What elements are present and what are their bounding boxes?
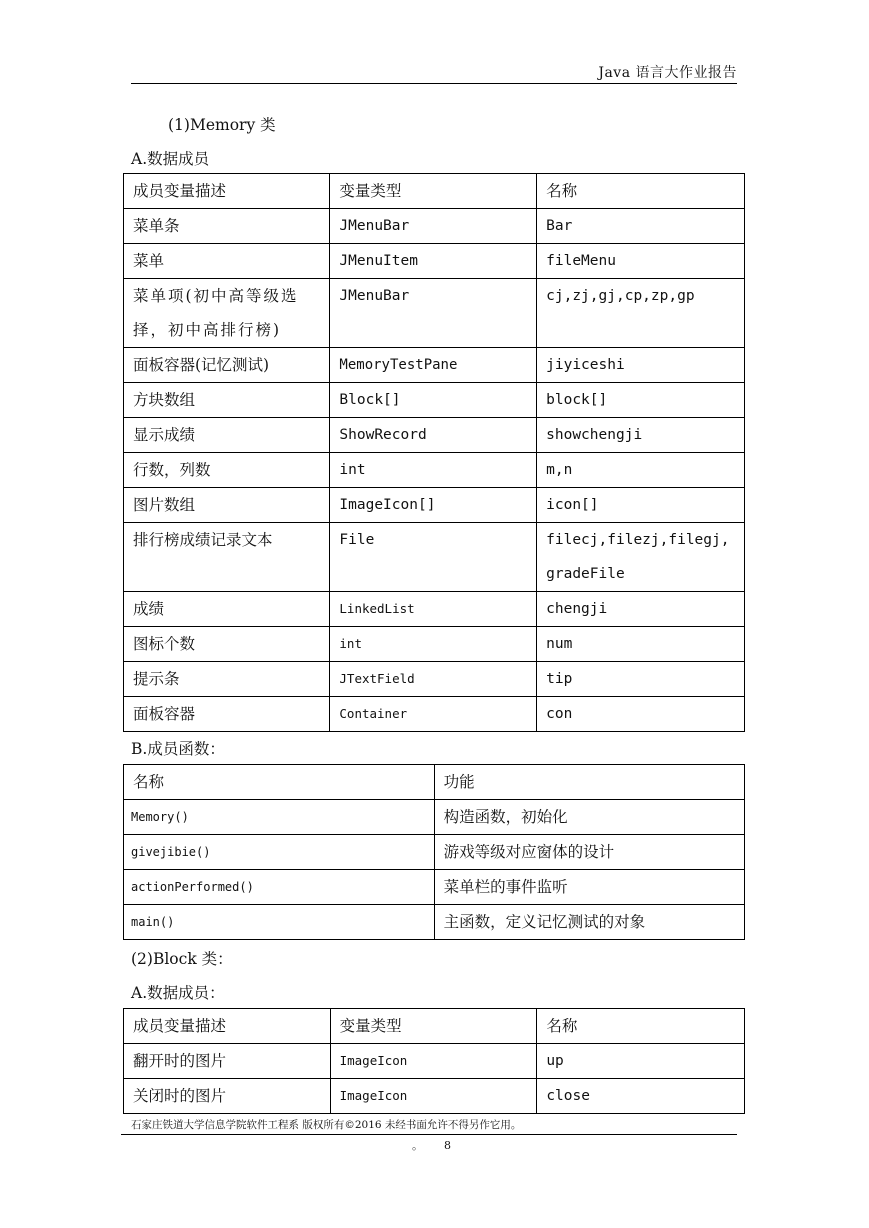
block-data-table xyxy=(123,1008,745,1114)
member-type: Block[] xyxy=(330,383,537,418)
page-mark: 。 xyxy=(412,1139,423,1152)
column-header: 成员变量描述 xyxy=(124,174,330,209)
function-name: Memory() xyxy=(124,800,435,835)
column-header: 变量类型 xyxy=(330,174,537,209)
member-description: 面板容器(记忆测试) xyxy=(124,348,330,383)
member-name: Bar xyxy=(537,209,745,244)
table-header-row xyxy=(124,1009,745,1044)
member-type: JMenuBar xyxy=(330,209,537,244)
table-row xyxy=(124,1079,745,1114)
table-row xyxy=(124,870,745,905)
header-divider xyxy=(131,83,737,84)
table-row xyxy=(124,627,745,662)
table-row xyxy=(124,383,745,418)
function-description: 菜单栏的事件监听 xyxy=(434,870,744,905)
section1-data-members-label: A.数据成员 xyxy=(131,150,210,168)
member-description: 关闭时的图片 xyxy=(124,1079,331,1114)
memory-data-table xyxy=(123,173,745,732)
table-header-row xyxy=(124,174,745,209)
table-header-row xyxy=(124,765,745,800)
member-description: 行数，列数 xyxy=(124,453,330,488)
column-header: 变量类型 xyxy=(330,1009,537,1044)
table-row xyxy=(124,835,745,870)
member-type: JMenuItem xyxy=(330,244,537,279)
table-row xyxy=(124,800,745,835)
function-description: 构造函数，初始化 xyxy=(434,800,744,835)
header-title: Java 语言大作业报告 xyxy=(598,65,737,81)
member-description: 成绩 xyxy=(124,592,330,627)
member-type: ImageIcon xyxy=(330,1079,537,1114)
member-description: 提示条 xyxy=(124,662,330,697)
function-description: 主函数，定义记忆测试的对象 xyxy=(434,905,744,940)
member-name: cj,zj,gj,cp,zp,gp xyxy=(537,279,745,348)
member-name: showchengji xyxy=(537,418,745,453)
table-row xyxy=(124,348,745,383)
member-name: up xyxy=(537,1044,745,1079)
member-description: 图片数组 xyxy=(124,488,330,523)
member-name: fileMenu xyxy=(537,244,745,279)
member-name: jiyiceshi xyxy=(537,348,745,383)
member-name: block[] xyxy=(537,383,745,418)
table-row xyxy=(124,592,745,627)
table-row xyxy=(124,279,745,348)
member-name: tip xyxy=(537,662,745,697)
section1-functions-label: B.成员函数： xyxy=(131,740,225,758)
member-type: JTextField xyxy=(330,662,537,697)
function-name: main() xyxy=(124,905,435,940)
member-type: MemoryTestPane xyxy=(330,348,537,383)
table-row xyxy=(124,1044,745,1079)
column-header: 名称 xyxy=(537,174,745,209)
table-row xyxy=(124,662,745,697)
member-type: int xyxy=(330,627,537,662)
table-row xyxy=(124,453,745,488)
table-row xyxy=(124,209,745,244)
member-type: JMenuBar xyxy=(330,279,537,348)
member-name: num xyxy=(537,627,745,662)
column-header: 名称 xyxy=(124,765,435,800)
footer-divider xyxy=(121,1134,737,1135)
table-row xyxy=(124,697,745,732)
member-type: ImageIcon[] xyxy=(330,488,537,523)
function-description: 游戏等级对应窗体的设计 xyxy=(434,835,744,870)
table-row xyxy=(124,523,745,592)
section1-heading: (1)Memory 类 xyxy=(168,116,276,134)
member-description: 菜单条 xyxy=(124,209,330,244)
member-description: 显示成绩 xyxy=(124,418,330,453)
member-name: filecj,filezj,filegj,gradeFile xyxy=(537,523,745,592)
member-type: File xyxy=(330,523,537,592)
table-row xyxy=(124,488,745,523)
member-description: 菜单项(初中高等级选择，初中高排行榜) xyxy=(124,279,330,348)
page-number xyxy=(412,1137,451,1153)
footer-copyright: 石家庄铁道大学信息学院软件工程系 版权所有©2016 未经书面允许不得另作它用。 xyxy=(131,1119,522,1131)
member-description: 翻开时的图片 xyxy=(124,1044,331,1079)
member-type: ShowRecord xyxy=(330,418,537,453)
member-description: 排行榜成绩记录文本 xyxy=(124,523,330,592)
column-header: 功能 xyxy=(434,765,744,800)
section2-heading: (2)Block 类： xyxy=(131,950,233,968)
function-name: givejibie() xyxy=(124,835,435,870)
member-name: close xyxy=(537,1079,745,1114)
member-type: LinkedList xyxy=(330,592,537,627)
function-name: actionPerformed() xyxy=(124,870,435,905)
page-number-value: 8 xyxy=(443,1139,451,1152)
member-type: int xyxy=(330,453,537,488)
member-description: 图标个数 xyxy=(124,627,330,662)
memory-function-table xyxy=(123,764,745,940)
table-row xyxy=(124,244,745,279)
member-type: Container xyxy=(330,697,537,732)
column-header: 成员变量描述 xyxy=(124,1009,331,1044)
member-name: icon[] xyxy=(537,488,745,523)
table-row xyxy=(124,418,745,453)
member-description: 面板容器 xyxy=(124,697,330,732)
member-type: ImageIcon xyxy=(330,1044,537,1079)
member-name: m,n xyxy=(537,453,745,488)
section2-data-members-label: A.数据成员： xyxy=(131,984,225,1002)
member-description: 菜单 xyxy=(124,244,330,279)
member-description: 方块数组 xyxy=(124,383,330,418)
column-header: 名称 xyxy=(537,1009,745,1044)
member-name: chengji xyxy=(537,592,745,627)
member-name: con xyxy=(537,697,745,732)
table-row xyxy=(124,905,745,940)
